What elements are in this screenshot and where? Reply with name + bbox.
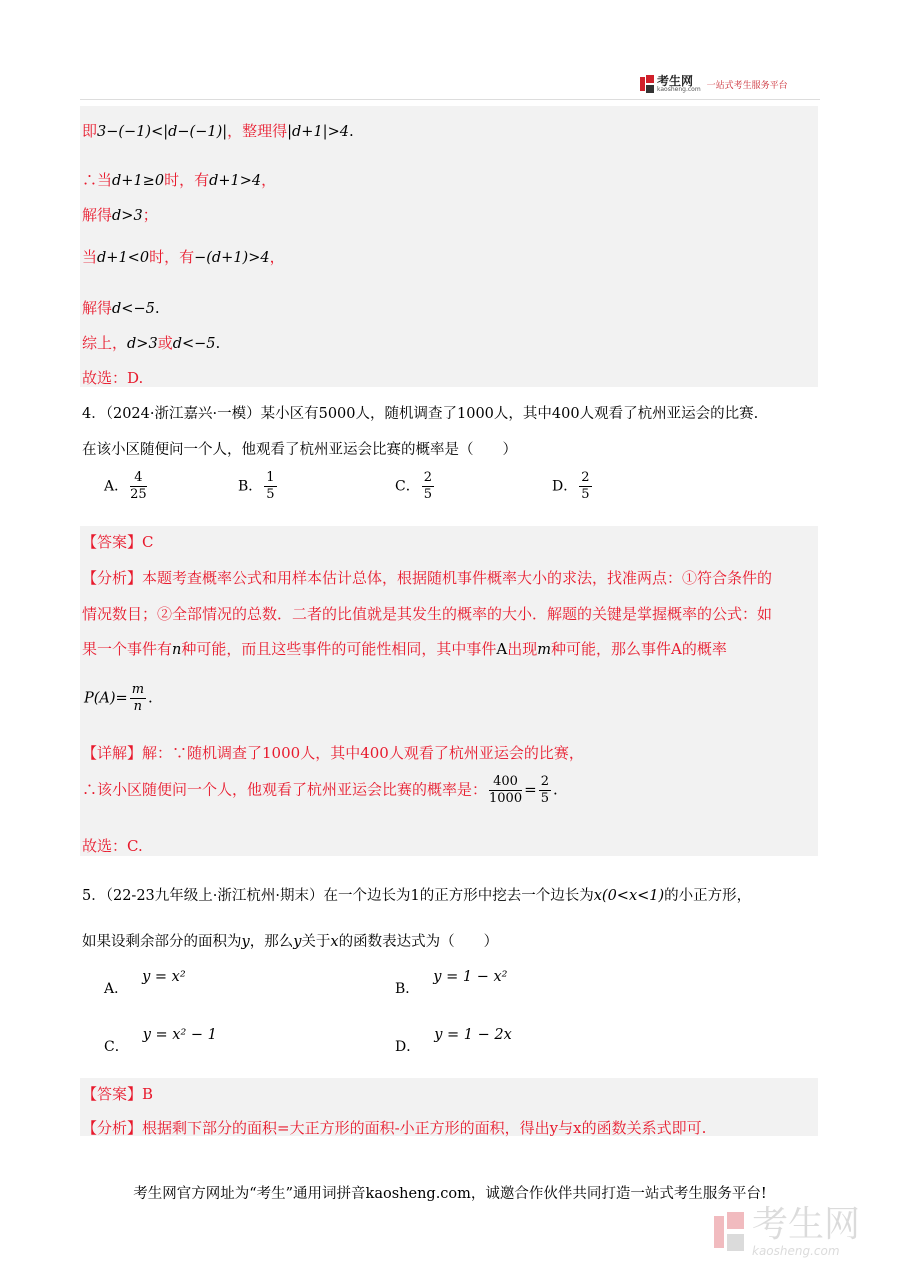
q4-option-a: A． $\frac{4}{25}$ [104, 470, 147, 502]
watermark-name: 考生网 [752, 1204, 861, 1245]
analysis4-line1: 【分析】本题考查概率公式和用样本估计总体，根据随机事件概率大小的求法，找准两点：①符合条件的 [82, 569, 773, 587]
solution3-line4: 当d+1<0时，有−(d+1)>4， [82, 248, 285, 266]
q5-option-a: A．y = x² [104, 969, 186, 997]
question4-line2: 在该小区随便问一个人，他观看了杭州亚运会比赛的概率是（ ） [82, 442, 517, 458]
watermark-logo [714, 1206, 860, 1258]
answer4-line: 【答案】C [82, 533, 154, 551]
q4-option-c: C． $\frac{2}{5}$ [395, 470, 432, 502]
logo-name: 考生网 [657, 73, 694, 88]
answer4-choose: 故选：C. [82, 837, 143, 855]
header-slogan: 一站式考生服务平台 [706, 80, 788, 91]
header-logo [640, 74, 788, 94]
analysis4-formula: P(A)= $\frac{m}{n}$ . [84, 682, 153, 714]
solution3-line1: 即3−(−1)<|d−(−1)|，整理得|d+1|>4. [82, 122, 354, 140]
footer-text: 考生网官方网址为“考生”通用词拼音kaosheng.com，诚邀合作伙伴共同打造一站式考生服务平台! [133, 1186, 767, 1202]
question5-line1: 5．（22-23九年级上·浙江杭州·期末）在一个边长为1的正方形中挖去一个边长为x(0<x<1)的小正方形， [82, 888, 752, 904]
solution3-line2: ∴当d+1≥0时，有d+1>4， [82, 171, 277, 189]
watermark-sub: kaosheng.com [752, 1244, 840, 1258]
question4-line1: 4．（2024·浙江嘉兴·一模）某小区有5000人，随机调查了1000人，其中400人观看了杭州亚运会的比赛. [82, 406, 759, 422]
solution3-line3: 解得d>3； [82, 206, 158, 224]
kaosheng-logo-icon [640, 75, 654, 93]
logo-sub: kaosheng.com [657, 85, 701, 93]
solution3-line6: 综上，d>3或d<−5. [82, 334, 221, 352]
header-divider [80, 99, 820, 100]
analysis4-line2: 情况数目；②全部情况的总数．二者的比值就是其发生的概率的大小．解题的关键是掌握概率的公式：如 [82, 605, 773, 623]
detail4-line1: 【详解】解：∵随机调查了1000人，其中400人观看了杭州亚运会的比赛， [82, 744, 584, 762]
analysis4-line3: 果一个事件有n种可能，而且这些事件的可能性相同，其中事件A出现m种可能，那么事件A的概率 [82, 640, 727, 658]
answer5-line: 【答案】B [82, 1085, 154, 1103]
analysis5-line: 【分析】根据剩下部分的面积=大正方形的面积-小正方形的面积，得出y与x的函数关系式即可. [82, 1119, 707, 1137]
q5-option-b: B．y = 1 − x² [395, 969, 508, 997]
q5-option-d: D．y = 1 − 2x [395, 1027, 512, 1055]
q5-option-c: C．y = x² − 1 [104, 1027, 217, 1055]
q4-option-d: D． $\frac{2}{5}$ [552, 470, 590, 502]
question5-line2: 如果设剩余部分的面积为y，那么y关于x的函数表达式为（ ） [82, 934, 499, 950]
q4-option-b: B． $\frac{1}{5}$ [238, 470, 275, 502]
detail4-line2: ∴该小区随便问一个人，他观看了杭州亚运会比赛的概率是： $\frac{400}{1000}$ = $\frac{2}{5}$ . [82, 774, 558, 806]
solution3-line7: 故选：D. [82, 369, 144, 387]
solution3-line5: 解得d<−5. [82, 299, 160, 317]
watermark-logo-icon [714, 1212, 744, 1252]
